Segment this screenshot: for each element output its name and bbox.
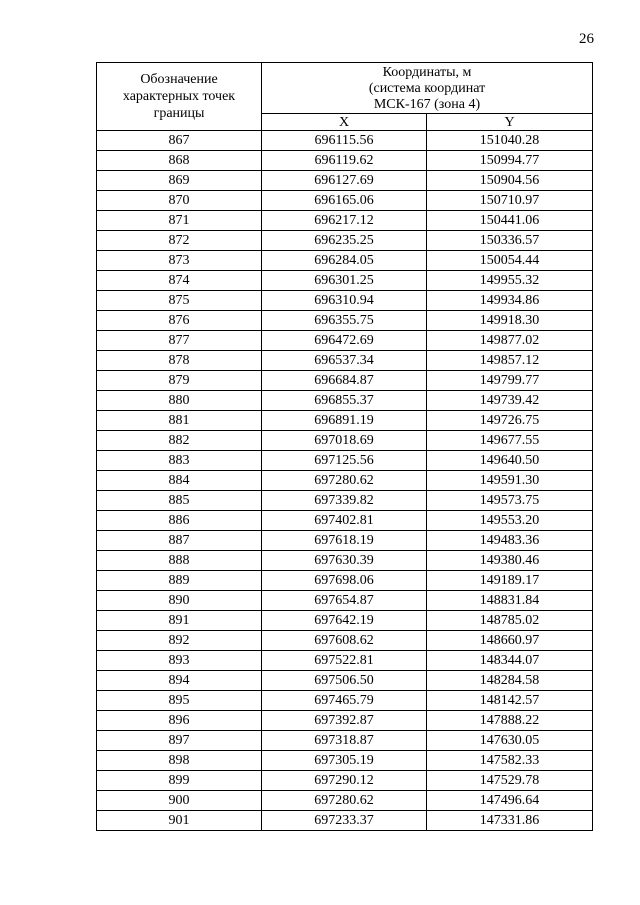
- page-number: 26: [579, 31, 594, 47]
- point-number-cell: 901: [97, 811, 262, 831]
- y-coordinate-cell: 149918.30: [427, 311, 593, 331]
- point-number-cell: 891: [97, 611, 262, 631]
- point-number-cell: 894: [97, 671, 262, 691]
- x-coordinate-cell: 697290.12: [262, 771, 427, 791]
- y-coordinate-cell: 149189.17: [427, 571, 593, 591]
- point-number-cell: 872: [97, 231, 262, 251]
- y-coordinate-cell: 149726.75: [427, 411, 593, 431]
- y-coordinate-cell: 148142.57: [427, 691, 593, 711]
- table-row: [97, 631, 593, 651]
- x-coordinate-cell: 697018.69: [262, 431, 427, 451]
- table-row: [97, 471, 593, 491]
- coords-header-line: Координаты, м: [382, 64, 472, 80]
- x-coordinate-cell: 697506.50: [262, 671, 427, 691]
- point-number-cell: 867: [97, 131, 262, 151]
- table-row: [97, 451, 593, 471]
- coordinates-table: [96, 62, 593, 831]
- table-row: [97, 431, 593, 451]
- point-number-cell: 871: [97, 211, 262, 231]
- x-coordinate-cell: 697280.62: [262, 471, 427, 491]
- point-number-cell: 882: [97, 431, 262, 451]
- x-coordinate-cell: 696472.69: [262, 331, 427, 351]
- y-coordinate-cell: 151040.28: [427, 131, 593, 151]
- point-number-cell: 876: [97, 311, 262, 331]
- table-row: [97, 191, 593, 211]
- table-row: [97, 791, 593, 811]
- point-header-line: характерных точек: [122, 89, 236, 104]
- point-number-cell: 886: [97, 511, 262, 531]
- y-coordinate-cell: 150054.44: [427, 251, 593, 271]
- table-row: [97, 151, 593, 171]
- y-coordinate-cell: 149677.55: [427, 431, 593, 451]
- y-coordinate-cell: 149553.20: [427, 511, 593, 531]
- point-number-cell: 883: [97, 451, 262, 471]
- table-row: [97, 591, 593, 611]
- point-number-cell: 897: [97, 731, 262, 751]
- x-coordinate-cell: 697318.87: [262, 731, 427, 751]
- table-row: [97, 391, 593, 411]
- y-coordinate-cell: 148284.58: [427, 671, 593, 691]
- table-row: [97, 511, 593, 531]
- point-header-line: Обозначение: [140, 72, 218, 87]
- x-coordinate-cell: 697233.37: [262, 811, 427, 831]
- table-row: [97, 331, 593, 351]
- table-row: [97, 751, 593, 771]
- y-coordinate-cell: 150336.57: [427, 231, 593, 251]
- x-coordinate-cell: 696891.19: [262, 411, 427, 431]
- table-row: [97, 211, 593, 231]
- y-coordinate-cell: 149573.75: [427, 491, 593, 511]
- point-number-cell: 899: [97, 771, 262, 791]
- x-coordinate-cell: 697522.81: [262, 651, 427, 671]
- coords-header-line: (система координат: [368, 80, 486, 96]
- x-coordinate-cell: 696301.25: [262, 271, 427, 291]
- y-coordinate-cell: 147582.33: [427, 751, 593, 771]
- point-number-cell: 893: [97, 651, 262, 671]
- point-number-cell: 880: [97, 391, 262, 411]
- header-row-main: [97, 63, 593, 114]
- table-row: [97, 691, 593, 711]
- y-coordinate-cell: 149640.50: [427, 451, 593, 471]
- x-coordinate-cell: 697305.19: [262, 751, 427, 771]
- table-header: [97, 63, 593, 131]
- point-number-cell: 870: [97, 191, 262, 211]
- y-coordinate-cell: 150904.56: [427, 171, 593, 191]
- x-coordinate-cell: 696537.34: [262, 351, 427, 371]
- point-number-cell: 885: [97, 491, 262, 511]
- point-number-cell: 890: [97, 591, 262, 611]
- x-coordinate-cell: 696235.25: [262, 231, 427, 251]
- x-coordinate-cell: 696119.62: [262, 151, 427, 171]
- point-number-cell: 884: [97, 471, 262, 491]
- y-coordinate-cell: 147331.86: [427, 811, 593, 831]
- x-coordinate-cell: 697698.06: [262, 571, 427, 591]
- y-coordinate-cell: 149380.46: [427, 551, 593, 571]
- point-number-cell: 877: [97, 331, 262, 351]
- y-coordinate-cell: 149857.12: [427, 351, 593, 371]
- table-row: [97, 771, 593, 791]
- x-coordinate-cell: 697630.39: [262, 551, 427, 571]
- table-row: [97, 371, 593, 391]
- y-coordinate-cell: 149483.36: [427, 531, 593, 551]
- point-number-cell: 887: [97, 531, 262, 551]
- point-number-cell: 881: [97, 411, 262, 431]
- x-coordinate-cell: 696310.94: [262, 291, 427, 311]
- x-coordinate-cell: 696355.75: [262, 311, 427, 331]
- point-number-cell: 888: [97, 551, 262, 571]
- x-coordinate-cell: 697618.19: [262, 531, 427, 551]
- table-row: [97, 491, 593, 511]
- table-row: [97, 711, 593, 731]
- x-coordinate-cell: 697642.19: [262, 611, 427, 631]
- point-number-cell: 889: [97, 571, 262, 591]
- x-coordinate-cell: 696284.05: [262, 251, 427, 271]
- point-number-cell: 900: [97, 791, 262, 811]
- x-coordinate-cell: 697280.62: [262, 791, 427, 811]
- coords-header-line: МСК-167 (зона 4): [373, 96, 481, 112]
- x-coordinate-cell: 696165.06: [262, 191, 427, 211]
- point-number-cell: 873: [97, 251, 262, 271]
- y-coordinate-cell: 150710.97: [427, 191, 593, 211]
- y-coordinate-cell: 147630.05: [427, 731, 593, 751]
- coordinates-header: [262, 63, 593, 114]
- table-row: [97, 231, 593, 251]
- table-row: [97, 531, 593, 551]
- x-coordinate-cell: 696855.37: [262, 391, 427, 411]
- y-column-header: Y: [427, 114, 593, 131]
- x-coordinate-cell: 697654.87: [262, 591, 427, 611]
- table-row: [97, 311, 593, 331]
- point-number-cell: 874: [97, 271, 262, 291]
- point-number-cell: 892: [97, 631, 262, 651]
- y-coordinate-cell: 148785.02: [427, 611, 593, 631]
- point-number-cell: 875: [97, 291, 262, 311]
- y-coordinate-cell: 149799.77: [427, 371, 593, 391]
- point-number-cell: 895: [97, 691, 262, 711]
- point-header-line: границы: [153, 106, 205, 121]
- table-body: [97, 131, 593, 831]
- y-coordinate-cell: 148831.84: [427, 591, 593, 611]
- x-coordinate-cell: 696127.69: [262, 171, 427, 191]
- point-number-cell: 896: [97, 711, 262, 731]
- x-column-header: X: [262, 114, 427, 131]
- x-coordinate-cell: 697402.81: [262, 511, 427, 531]
- table-row: [97, 411, 593, 431]
- y-coordinate-cell: 148660.97: [427, 631, 593, 651]
- x-coordinate-cell: 696684.87: [262, 371, 427, 391]
- y-coordinate-cell: 149955.32: [427, 271, 593, 291]
- y-coordinate-cell: 149739.42: [427, 391, 593, 411]
- table-row: [97, 171, 593, 191]
- table-row: [97, 291, 593, 311]
- table-row: [97, 571, 593, 591]
- x-coordinate-cell: 697608.62: [262, 631, 427, 651]
- y-coordinate-cell: 150441.06: [427, 211, 593, 231]
- x-coordinate-cell: 697465.79: [262, 691, 427, 711]
- table-row: [97, 671, 593, 691]
- x-coordinate-cell: 697392.87: [262, 711, 427, 731]
- x-coordinate-cell: 696217.12: [262, 211, 427, 231]
- x-coordinate-cell: 696115.56: [262, 131, 427, 151]
- table-row: [97, 131, 593, 151]
- y-coordinate-cell: 147496.64: [427, 791, 593, 811]
- y-coordinate-cell: 147529.78: [427, 771, 593, 791]
- y-coordinate-cell: 149877.02: [427, 331, 593, 351]
- table-row: [97, 651, 593, 671]
- y-coordinate-cell: 150994.77: [427, 151, 593, 171]
- table-row: [97, 551, 593, 571]
- x-coordinate-cell: 697125.56: [262, 451, 427, 471]
- x-coordinate-cell: 697339.82: [262, 491, 427, 511]
- point-number-cell: 869: [97, 171, 262, 191]
- table-row: [97, 251, 593, 271]
- point-number-cell: 868: [97, 151, 262, 171]
- point-designation-header: [97, 63, 262, 131]
- point-number-cell: 898: [97, 751, 262, 771]
- table-row: [97, 731, 593, 751]
- y-coordinate-cell: 149591.30: [427, 471, 593, 491]
- y-coordinate-cell: 148344.07: [427, 651, 593, 671]
- point-number-cell: 878: [97, 351, 262, 371]
- point-number-cell: 879: [97, 371, 262, 391]
- y-coordinate-cell: 149934.86: [427, 291, 593, 311]
- y-coordinate-cell: 147888.22: [427, 711, 593, 731]
- table-row: [97, 611, 593, 631]
- table-row: [97, 351, 593, 371]
- table-row: [97, 271, 593, 291]
- table-row: [97, 811, 593, 831]
